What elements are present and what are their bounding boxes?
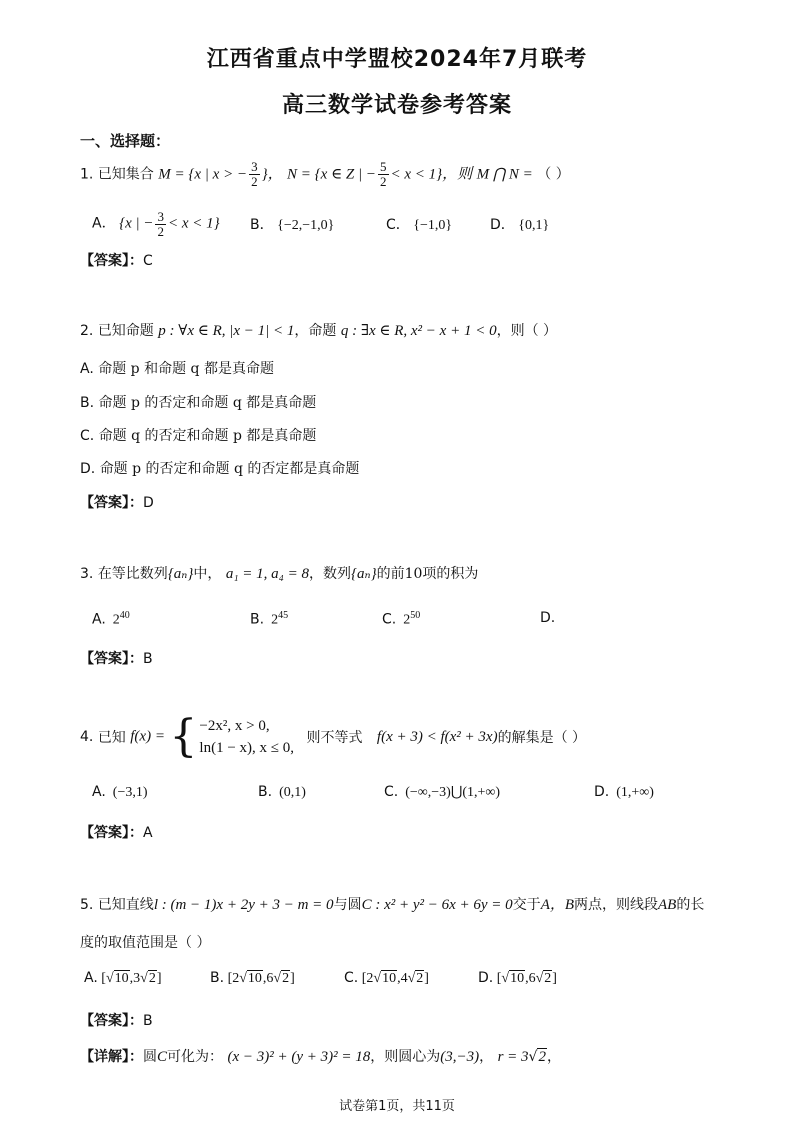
q5-option-a: A. [√10,3√2] [84,970,162,986]
fraction: $\frac{5}{2}$ [380,159,387,189]
section-heading: 一、选择题： [80,132,171,150]
q3-option-a: A. $2^{40}$ [92,610,130,628]
q3-option-d: D. [540,610,556,626]
q5-detail: 【详解】：圆C可化为： (x − 3)² + (y + 3)² = 18，则圆心为(3,−3)， r = 3√2， [80,1049,561,1065]
q5-option-b: B. [2√10,6√2] [210,970,295,986]
q4-answer: 【答案】：A [80,825,153,841]
q4-option-a: A. (−3,1) [92,784,148,800]
q2-answer: 【答案】：D [80,495,154,511]
q3-answer: 【答案】：B [80,651,153,667]
q5-stem: 5. 已知直线l : (m − 1)x + 2y + 3 − m = 0与圆C : x² + y² − 6x + 6y = 0交于A，B两点，则线段AB的长 [80,897,705,913]
fraction: $\frac{3}{2}$ [251,159,258,189]
q1-option-c: C． {−1,0} [386,217,453,233]
q2-option-d: D. 命题 p 的否定和命题 q 的否定都是真命题 [80,461,360,477]
fraction: $\frac{3}{2}$ [157,209,164,239]
q4-option-d: D. (1,+∞) [594,784,654,800]
q2-option-b: B. 命题 p 的否定和命题 q 都是真命题 [80,395,317,411]
q5-option-c: C. [2√10,4√2] [344,970,429,986]
q4-option-b: B. (0,1) [258,784,306,800]
q5-answer: 【答案】：B [80,1013,153,1029]
piecewise-function: { −2x², x > 0, ln(1 − x), x ≤ 0, [169,711,295,762]
page-title-line2: 高三数学试卷参考答案 [281,93,512,118]
q3-stem: 3. 在等比数列{aₙ}中， a₁ = 1, a₄ = 8，数列{aₙ}的前10项的积为 [80,566,479,582]
q4-option-c: C. (−∞,−3)⋃(1,+∞) [384,784,501,800]
q3-option-c: C. $2^{50}$ [382,610,421,628]
q3-option-b: B. $2^{45}$ [250,610,289,628]
q5-option-d: D. [√10,6√2] [478,970,557,986]
q2-option-a: A. 命题 p 和命题 q 都是真命题 [80,361,274,377]
page-footer: 试卷第1页，共11页 [339,1099,455,1114]
q2-stem: 2. 已知命题 p : ∀x ∈ R, |x − 1| < 1，命题 q : ∃x ∈ R, x² − x + 1 < 0，则（ ） [80,323,558,339]
q1-answer: 【答案】：C [80,253,153,269]
page-title-line1: 江西省重点中学盟校2024年7月联考 [206,47,588,72]
q1-stem: 1. 已知集合 M = {x | x > − $\frac{3}{2}$ }， N = {x ∈ Z | − $\frac{5}{2}$ < x < 1}，则 M ⋂ N = （ ） [80,159,570,189]
q1-option-d: D． {0,1} [490,217,550,233]
q4-stem: 4. 已知 f(x) = { −2x², x > 0, ln(1 − x), x ≤ 0, 则不等式 f(x + 3) < f(x² + 3x)的解集是（ ） [80,711,587,762]
q2-option-c: C. 命题 q 的否定和命题 p 都是真命题 [80,428,317,444]
q5-stem-line2: 度的取值范围是（ ） [80,935,211,951]
q1-option-a: A． {x | − $\frac{3}{2}$ < x < 1} [92,209,220,239]
q1-option-b: B． {−2,−1,0} [250,217,335,233]
